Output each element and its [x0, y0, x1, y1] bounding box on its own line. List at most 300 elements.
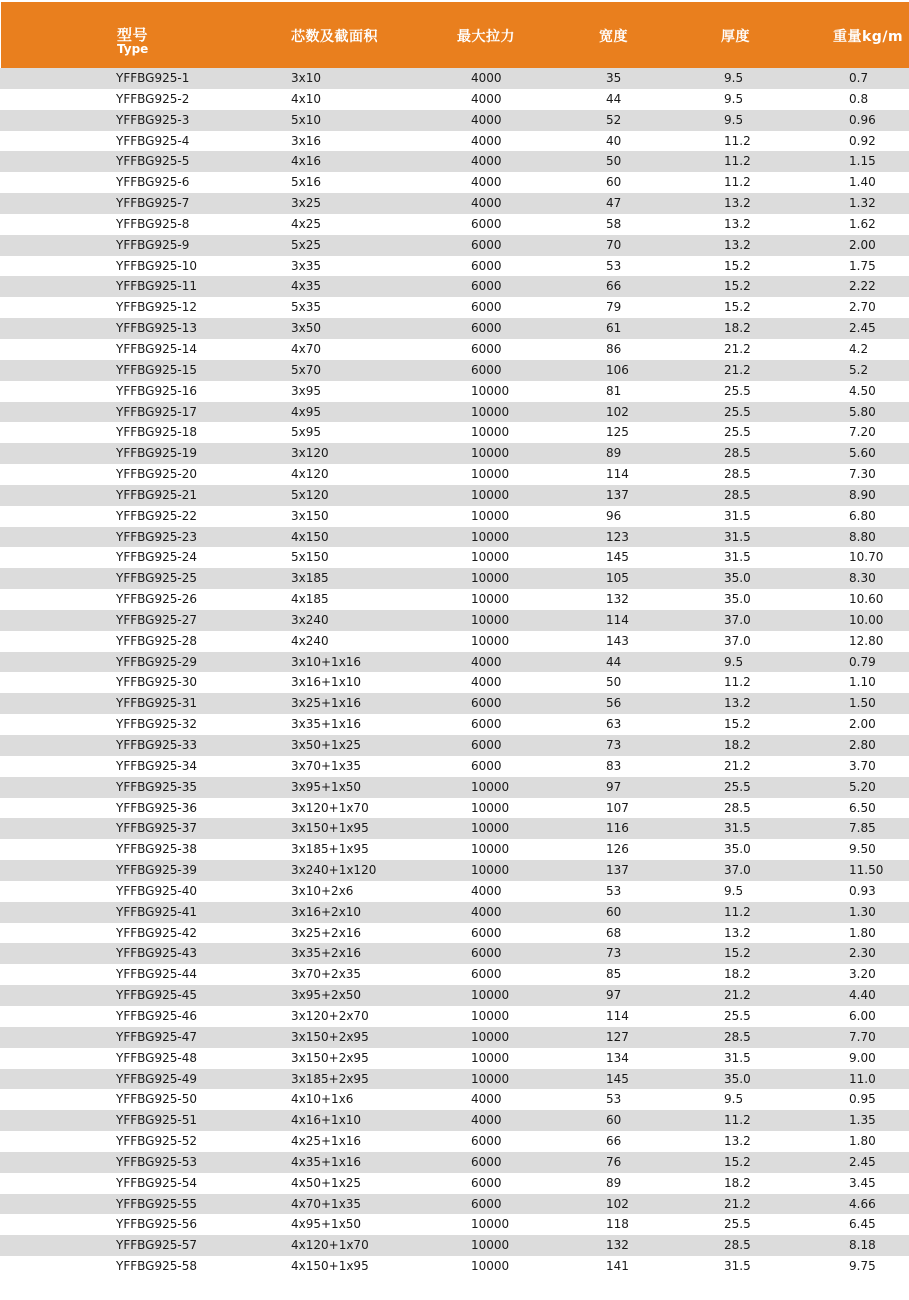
cell-width: 53: [606, 258, 622, 273]
cell-cores: 4x25: [291, 216, 322, 231]
cell-thickness: 9.5: [724, 91, 744, 106]
cell-tension: 6000: [471, 216, 502, 231]
cell-width: 118: [606, 1217, 629, 1232]
table-row: [0, 297, 909, 318]
cell-cores: 3x240+1x120: [291, 863, 377, 878]
cell-model: YFFBG925-10: [116, 258, 197, 273]
table-row: [0, 798, 909, 819]
cell-width: 86: [606, 341, 622, 356]
cell-thickness: 13.2: [724, 925, 751, 940]
cell-thickness: 21.2: [724, 362, 751, 377]
cell-cores: 3x16+2x10: [291, 904, 362, 919]
cell-width: 73: [606, 738, 622, 752]
table-row: [0, 756, 909, 777]
cell-cores: 4x35+1x16: [291, 1154, 362, 1169]
table-row: [0, 652, 909, 673]
table-row: [0, 402, 909, 423]
cell-cores: 3x120+2x70: [291, 1008, 369, 1023]
cell-cores: 5x120: [291, 487, 329, 502]
cell-weight: 1.15: [849, 154, 876, 169]
table-row: [0, 693, 909, 714]
cell-tension: 6000: [471, 1134, 502, 1149]
cell-width: 50: [606, 675, 622, 690]
cell-tension: 10000: [471, 863, 510, 878]
cell-thickness: 31.5: [724, 1259, 751, 1274]
cell-model: YFFBG925-56: [116, 1217, 197, 1232]
cell-thickness: 35.0: [724, 571, 751, 586]
cell-cores: 3x16: [291, 133, 322, 148]
cell-thickness: 9.5: [724, 654, 744, 669]
table-row: [0, 672, 909, 693]
cell-tension: 6000: [471, 362, 502, 377]
cell-width: 102: [606, 404, 629, 419]
cell-model: YFFBG925-13: [116, 321, 197, 336]
cell-tension: 10000: [471, 404, 510, 419]
cell-thickness: 28.5: [724, 1238, 751, 1253]
cell-weight: 1.40: [849, 175, 876, 190]
cell-weight: 10.00: [849, 612, 884, 627]
table-row: [0, 1089, 909, 1110]
table-row: [0, 860, 909, 881]
cell-width: 68: [606, 925, 622, 940]
table-row: [0, 422, 909, 443]
cell-width: 79: [606, 300, 622, 315]
cell-model: YFFBG925-45: [116, 988, 197, 1003]
cell-thickness: 21.2: [724, 341, 751, 356]
table-row: [0, 256, 909, 277]
cell-thickness: 18.2: [724, 1175, 751, 1190]
cell-width: 116: [606, 821, 629, 836]
cell-model: YFFBG925-22: [116, 508, 197, 523]
cell-model: YFFBG925-27: [116, 612, 197, 627]
cell-thickness: 13.2: [724, 196, 751, 211]
cell-weight: 8.30: [849, 571, 876, 586]
cell-model: YFFBG925-12: [116, 300, 197, 315]
table-row: [0, 339, 909, 360]
cell-model: YFFBG925-53: [116, 1154, 197, 1169]
cell-thickness: 31.5: [724, 529, 751, 544]
cell-weight: 1.80: [849, 1134, 876, 1149]
cell-thickness: 11.2: [724, 904, 751, 919]
cell-tension: 10000: [471, 571, 510, 586]
cell-weight: 1.75: [849, 258, 876, 273]
table-row: [0, 360, 909, 381]
cell-cores: 4x150: [291, 529, 329, 544]
cell-cores: 3x120+1x70: [291, 800, 369, 815]
cell-width: 50: [606, 154, 622, 169]
cell-model: YFFBG925-1: [116, 71, 190, 85]
cell-weight: 1.50: [849, 696, 876, 711]
table-row: [0, 1173, 909, 1194]
cell-width: 60: [606, 904, 622, 919]
cell-model: YFFBG925-38: [116, 842, 197, 857]
cell-cores: 4x95: [291, 404, 322, 419]
cell-thickness: 28.5: [724, 800, 751, 815]
cell-thickness: 25.5: [724, 1217, 751, 1232]
cell-thickness: 11.2: [724, 175, 751, 190]
cell-weight: 1.62: [849, 216, 876, 231]
cell-weight: 4.40: [849, 988, 876, 1003]
cell-weight: 8.18: [849, 1238, 876, 1253]
cell-model: YFFBG925-51: [116, 1113, 197, 1128]
cell-weight: 0.7: [849, 71, 869, 85]
cell-cores: 4x35: [291, 279, 322, 294]
cell-width: 52: [606, 112, 622, 127]
cell-cores: 4x150+1x95: [291, 1259, 369, 1274]
cell-weight: 2.22: [849, 279, 876, 294]
cell-tension: 6000: [471, 717, 502, 732]
cell-thickness: 35.0: [724, 842, 751, 857]
cell-thickness: 9.5: [724, 1092, 744, 1107]
cell-tension: 6000: [471, 258, 502, 273]
table-row: [0, 318, 909, 339]
cell-tension: 10000: [471, 1259, 510, 1274]
cell-width: 44: [606, 91, 622, 106]
cell-width: 97: [606, 988, 622, 1003]
table-row: [0, 943, 909, 964]
cell-tension: 10000: [471, 779, 510, 794]
cell-width: 143: [606, 633, 629, 648]
cell-weight: 11.50: [849, 863, 884, 878]
cell-weight: 2.30: [849, 946, 876, 961]
cell-cores: 3x35+2x16: [291, 946, 362, 961]
cell-width: 47: [606, 196, 622, 211]
cell-cores: 4x25+1x16: [291, 1134, 362, 1149]
cell-cores: 4x10: [291, 91, 322, 106]
cell-model: YFFBG925-19: [116, 446, 197, 461]
cell-model: YFFBG925-54: [116, 1175, 197, 1190]
cell-width: 134: [606, 1050, 629, 1065]
cell-tension: 10000: [471, 633, 510, 648]
table-row: [0, 881, 909, 902]
cell-model: YFFBG925-49: [116, 1071, 197, 1086]
cell-model: YFFBG925-39: [116, 863, 197, 878]
cell-model: YFFBG925-52: [116, 1134, 197, 1149]
cell-model: YFFBG925-30: [116, 675, 197, 690]
table-row: [0, 631, 909, 652]
cell-cores: 3x95+1x50: [291, 779, 362, 794]
cell-tension: 4000: [471, 904, 502, 919]
table-row: [0, 172, 909, 193]
table-row: [0, 235, 909, 256]
cell-thickness: 18.2: [724, 321, 751, 336]
cell-thickness: 25.5: [724, 383, 751, 398]
cell-width: 66: [606, 1134, 622, 1149]
table-row: [0, 276, 909, 297]
cell-tension: 10000: [471, 1238, 510, 1253]
cell-cores: 3x150+2x95: [291, 1050, 369, 1065]
cell-model: YFFBG925-36: [116, 800, 197, 815]
cell-cores: 4x70: [291, 341, 322, 356]
cell-width: 145: [606, 1071, 629, 1086]
cell-weight: 6.45: [849, 1217, 876, 1232]
cell-tension: 10000: [471, 446, 510, 461]
cell-width: 60: [606, 175, 622, 190]
cell-weight: 2.70: [849, 300, 876, 315]
cell-weight: 5.60: [849, 446, 876, 461]
table-row: [0, 1006, 909, 1027]
table-row: [0, 902, 909, 923]
cell-width: 73: [606, 946, 622, 961]
cell-tension: 10000: [471, 821, 510, 836]
cell-cores: 4x120+1x70: [291, 1238, 369, 1253]
cell-width: 132: [606, 592, 629, 607]
cell-cores: 3x35: [291, 258, 322, 273]
cell-model: YFFBG925-34: [116, 758, 197, 773]
cell-width: 61: [606, 321, 622, 336]
cell-weight: 4.2: [849, 341, 869, 356]
cell-model: YFFBG925-21: [116, 487, 197, 502]
cell-weight: 4.50: [849, 383, 876, 398]
cell-width: 126: [606, 842, 629, 857]
cell-cores: 5x25: [291, 237, 322, 252]
table-row: [0, 506, 909, 527]
cell-width: 56: [606, 696, 622, 711]
cell-thickness: 25.5: [724, 404, 751, 419]
cell-weight: 7.70: [849, 1029, 876, 1044]
cell-model: YFFBG925-2: [116, 91, 190, 106]
cell-thickness: 31.5: [724, 821, 751, 836]
table-row: [0, 1152, 909, 1173]
cell-weight: 10.60: [849, 592, 884, 607]
header-width: 宽度: [599, 29, 628, 45]
cell-cores: 4x185: [291, 592, 329, 607]
cell-weight: 9.00: [849, 1050, 876, 1065]
cell-thickness: 11.2: [724, 675, 751, 690]
header-thickness: 厚度: [721, 29, 750, 45]
cell-cores: 3x70+2x35: [291, 967, 362, 982]
table-row: [0, 568, 909, 589]
cell-model: YFFBG925-5: [116, 154, 190, 169]
cell-weight: 6.80: [849, 508, 876, 523]
cell-model: YFFBG925-3: [116, 112, 190, 127]
cell-model: YFFBG925-57: [116, 1238, 197, 1253]
cell-width: 63: [606, 717, 622, 732]
cell-thickness: 35.0: [724, 592, 751, 607]
cell-tension: 10000: [471, 1029, 510, 1044]
cell-model: YFFBG925-15: [116, 362, 197, 377]
cell-tension: 4000: [471, 883, 502, 898]
cell-weight: 1.80: [849, 925, 876, 940]
cell-weight: 0.92: [849, 133, 876, 148]
table-row: [0, 1235, 909, 1256]
cell-tension: 10000: [471, 800, 510, 815]
cell-tension: 6000: [471, 279, 502, 294]
cell-thickness: 13.2: [724, 1134, 751, 1149]
cell-tension: 4000: [471, 154, 502, 169]
cell-thickness: 21.2: [724, 1196, 751, 1211]
table-row: [0, 1027, 909, 1048]
cell-tension: 6000: [471, 696, 502, 711]
cell-thickness: 15.2: [724, 300, 751, 315]
cell-width: 76: [606, 1154, 622, 1169]
cell-thickness: 25.5: [724, 779, 751, 794]
cell-thickness: 9.5: [724, 112, 744, 127]
cell-width: 40: [606, 133, 622, 148]
cell-width: 132: [606, 1238, 629, 1253]
cell-cores: 4x120: [291, 467, 329, 482]
cell-tension: 10000: [471, 425, 510, 440]
cell-thickness: 15.2: [724, 946, 751, 961]
cell-weight: 2.80: [849, 738, 876, 752]
table-row: [0, 151, 909, 172]
table-row: [0, 735, 909, 756]
cell-model: YFFBG925-7: [116, 196, 190, 211]
cell-cores: 3x50: [291, 321, 322, 336]
cell-tension: 10000: [471, 1050, 510, 1065]
cell-tension: 6000: [471, 321, 502, 336]
table-row: [0, 381, 909, 402]
table-body: [0, 68, 909, 1277]
cell-width: 89: [606, 446, 622, 461]
cell-width: 125: [606, 425, 629, 440]
cell-tension: 6000: [471, 1154, 502, 1169]
cell-weight: 1.32: [849, 196, 876, 211]
cell-model: YFFBG925-43: [116, 946, 197, 961]
cell-tension: 10000: [471, 988, 510, 1003]
cell-weight: 0.8: [849, 91, 869, 106]
cell-tension: 10000: [471, 487, 510, 502]
header-cores: 芯数及截面积: [291, 29, 378, 45]
cell-model: YFFBG925-42: [116, 925, 197, 940]
table-row: [0, 714, 909, 735]
cell-model: YFFBG925-40: [116, 883, 197, 898]
cell-weight: 8.80: [849, 529, 876, 544]
cell-weight: 6.00: [849, 1008, 876, 1023]
cell-thickness: 13.2: [724, 696, 751, 711]
cell-model: YFFBG925-46: [116, 1008, 197, 1023]
table-row: [0, 777, 909, 798]
cell-thickness: 37.0: [724, 633, 751, 648]
cell-thickness: 31.5: [724, 1050, 751, 1065]
cell-tension: 6000: [471, 1196, 502, 1211]
cell-weight: 5.20: [849, 779, 876, 794]
cell-model: YFFBG925-41: [116, 904, 197, 919]
cell-model: YFFBG925-6: [116, 175, 190, 190]
cell-cores: 5x35: [291, 300, 322, 315]
cell-weight: 1.10: [849, 675, 876, 690]
cell-thickness: 28.5: [724, 487, 751, 502]
cell-width: 114: [606, 1008, 629, 1023]
cell-width: 141: [606, 1259, 629, 1274]
cell-tension: 4000: [471, 175, 502, 190]
cell-width: 114: [606, 467, 629, 482]
cell-cores: 4x240: [291, 633, 329, 648]
cell-model: YFFBG925-8: [116, 216, 190, 231]
cell-tension: 4000: [471, 71, 502, 85]
cell-thickness: 11.2: [724, 154, 751, 169]
cell-cores: 3x95: [291, 383, 322, 398]
table-row: [0, 1131, 909, 1152]
cell-tension: 10000: [471, 1217, 510, 1232]
cell-width: 145: [606, 550, 629, 565]
cell-model: YFFBG925-9: [116, 237, 190, 252]
cell-model: YFFBG925-24: [116, 550, 197, 565]
cell-width: 44: [606, 654, 622, 669]
cell-width: 106: [606, 362, 629, 377]
cell-model: YFFBG925-4: [116, 133, 190, 148]
cell-model: YFFBG925-58: [116, 1259, 197, 1274]
cell-thickness: 35.0: [724, 1071, 751, 1086]
cell-weight: 3.20: [849, 967, 876, 982]
cell-width: 137: [606, 863, 629, 878]
cell-cores: 3x25+2x16: [291, 925, 362, 940]
cell-thickness: 11.2: [724, 1113, 751, 1128]
cell-model: YFFBG925-28: [116, 633, 197, 648]
cell-tension: 10000: [471, 383, 510, 398]
cell-width: 60: [606, 1113, 622, 1128]
cell-cores: 3x185+2x95: [291, 1071, 369, 1086]
cell-model: YFFBG925-14: [116, 341, 197, 356]
table-row: [0, 547, 909, 568]
table-row: [0, 964, 909, 985]
cell-tension: 6000: [471, 341, 502, 356]
cell-width: 89: [606, 1175, 622, 1190]
table-row: [0, 89, 909, 110]
cell-cores: 3x150+2x95: [291, 1029, 369, 1044]
table-row: [0, 818, 909, 839]
cell-thickness: 18.2: [724, 967, 751, 982]
cell-model: YFFBG925-32: [116, 717, 197, 732]
cell-cores: 3x240: [291, 612, 329, 627]
header-tension: 最大拉力: [457, 29, 515, 45]
cell-weight: 12.80: [849, 633, 884, 648]
cell-weight: 0.93: [849, 883, 876, 898]
cell-thickness: 37.0: [724, 612, 751, 627]
cell-tension: 10000: [471, 1008, 510, 1023]
cell-cores: 3x70+1x35: [291, 758, 362, 773]
cell-tension: 6000: [471, 758, 502, 773]
cell-tension: 6000: [471, 946, 502, 961]
table-row: [0, 193, 909, 214]
cell-cores: 4x70+1x35: [291, 1196, 362, 1211]
cell-thickness: 37.0: [724, 863, 751, 878]
cell-cores: 3x25+1x16: [291, 696, 362, 711]
cell-cores: 3x35+1x16: [291, 717, 362, 732]
cell-thickness: 9.5: [724, 71, 744, 85]
cell-tension: 4000: [471, 1092, 502, 1107]
cell-model: YFFBG925-37: [116, 821, 197, 836]
cell-weight: 2.00: [849, 717, 876, 732]
table-row: [0, 610, 909, 631]
cell-tension: 6000: [471, 967, 502, 982]
cell-model: YFFBG925-33: [116, 738, 197, 752]
cell-width: 127: [606, 1029, 629, 1044]
cell-width: 137: [606, 487, 629, 502]
cell-tension: 4000: [471, 133, 502, 148]
cell-tension: 6000: [471, 1175, 502, 1190]
cell-cores: 3x120: [291, 446, 329, 461]
table-row: [0, 464, 909, 485]
cell-weight: 1.30: [849, 904, 876, 919]
cell-thickness: 25.5: [724, 1008, 751, 1023]
cell-tension: 10000: [471, 1071, 510, 1086]
table-row: [0, 527, 909, 548]
cell-cores: 5x70: [291, 362, 322, 377]
cell-tension: 6000: [471, 237, 502, 252]
table-row: [0, 1110, 909, 1131]
cell-cores: 3x150+1x95: [291, 821, 369, 836]
cell-tension: 4000: [471, 112, 502, 127]
cell-model: YFFBG925-48: [116, 1050, 197, 1065]
header-weight: 重量kg/m: [833, 29, 904, 45]
cell-tension: 4000: [471, 675, 502, 690]
cell-thickness: 13.2: [724, 237, 751, 252]
cell-tension: 6000: [471, 738, 502, 752]
cell-weight: 0.96: [849, 112, 876, 127]
cell-thickness: 15.2: [724, 258, 751, 273]
cell-cores: 3x10: [291, 71, 322, 85]
